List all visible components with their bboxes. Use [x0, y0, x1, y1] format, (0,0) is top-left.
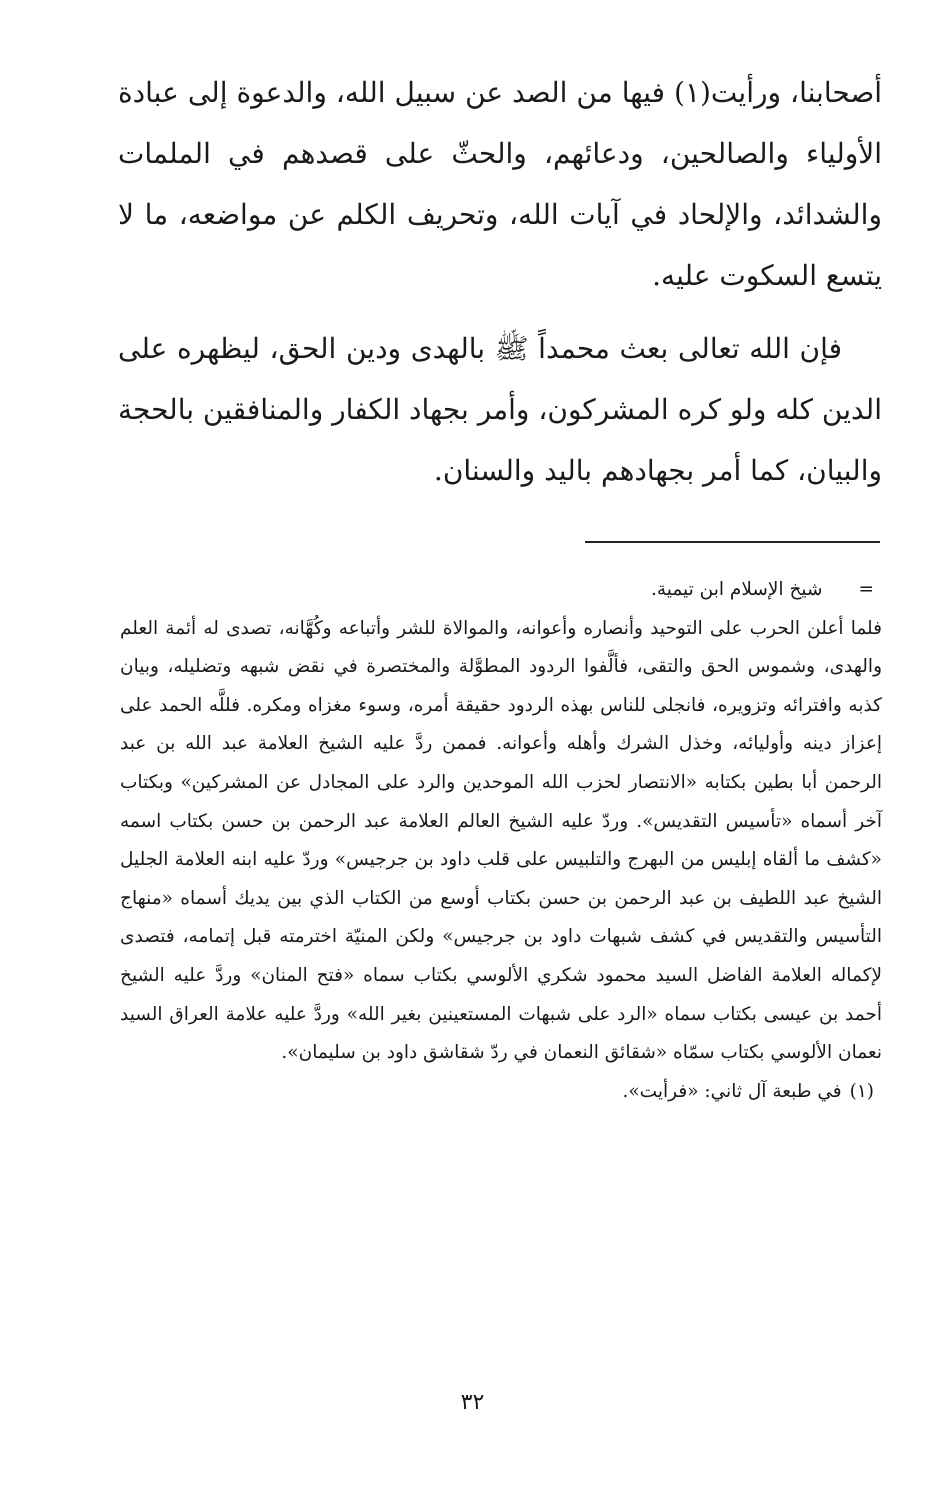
footnotes-block [120, 571, 882, 1111]
page-number: ٣٢ [460, 1390, 485, 1415]
footnote-continuation-marker: = [858, 579, 874, 600]
footnote-continuation-text: شيخ الإسلام ابن تيمية. [650, 579, 823, 600]
main-paragraph-2: فإن الله تعالى بعث محمداً ﷺ بالهدى ودين الحق، ليظهره على الدين كله ولو كره المشركون، وأمر بجهاد الكفار والمنافقين بالحجة والبيان، كما أمر بجهادهم باليد والسنان. [118, 332, 882, 487]
footnote-1 [120, 1073, 882, 1112]
main-paragraph-1: أصحابنا، ورأيت(١) فيها من الصد عن سبيل الله، والدعوة إلى عبادة الأولياء والصالحين، ودعائهم، والحثّ على قصدهم في الملمات والشدائد، والإلحاد في آيات الله، وتحريف الكلم عن مواضعه، ما لا يتسع السكوت عليه. [118, 76, 882, 292]
footnote-continuation [120, 571, 882, 610]
main-text-block [118, 62, 882, 501]
footnote-divider [585, 541, 880, 543]
footnote-1-number: (١) [849, 1080, 874, 1102]
footnote-body: فلما أعلن الحرب على التوحيد وأنصاره وأعوانه، والموالاة للشر وأتباعه وكُهَّانه، تصدى له أئمة العلم والهدى، وشموس الحق والتقى، فألَّفوا الردود المطوَّلة والمختصرة في نقض شبهه وتضليله، وبيان كذبه وافترائه وتزويره، فانجلى للناس بهذه الردود حقيقة أمره، وسوء مغزاه ومكره. فللَّه الحمد على إعزاز دينه وأوليائه، وخذل الشرك وأهله وأعوانه. فممن ردَّ عليه الشيخ العلامة عبد الله بن عبد الرحمن أبا بطين بكتابه «الانتصار لحزب الله الموحدين والرد على المجادل عن المشركين» وبكتاب آخر أسماه «تأسيس التقديس». وردّ عليه الشيخ العالم العلامة عبد الرحمن بن حسن بكتاب اسمه «كشف ما ألقاه إبليس من البهرج والتلبيس على قلب داود بن جرجيس» وردّ عليه ابنه العلامة الجليل الشيخ عبد اللطيف بن عبد الرحمن بن حسن بكتاب أوسع من الكتاب الذي بين يديك أسماه «منهاج التأسيس والتقديس في كشف شبهات داود بن جرجيس» ولكن المنيّة اخترمته قبل إتمامه، فتصدى لإكماله العلامة الفاضل السيد محمود شكري الألوسي بكتاب سماه «فتح المنان» وردَّ عليه الشيخ أحمد بن عيسى بكتاب سماه «الرد على شبهات المستعينين بغير الله» وردَّ عليه علامة العراق السيد نعمان الألوسي بكتاب سمّاه «شقائق النعمان في ردّ شقاشق داود بن سليمان». [120, 617, 882, 1064]
footnote-1-text: في طبعة آل ثاني: «فرأيت». [622, 1080, 842, 1102]
